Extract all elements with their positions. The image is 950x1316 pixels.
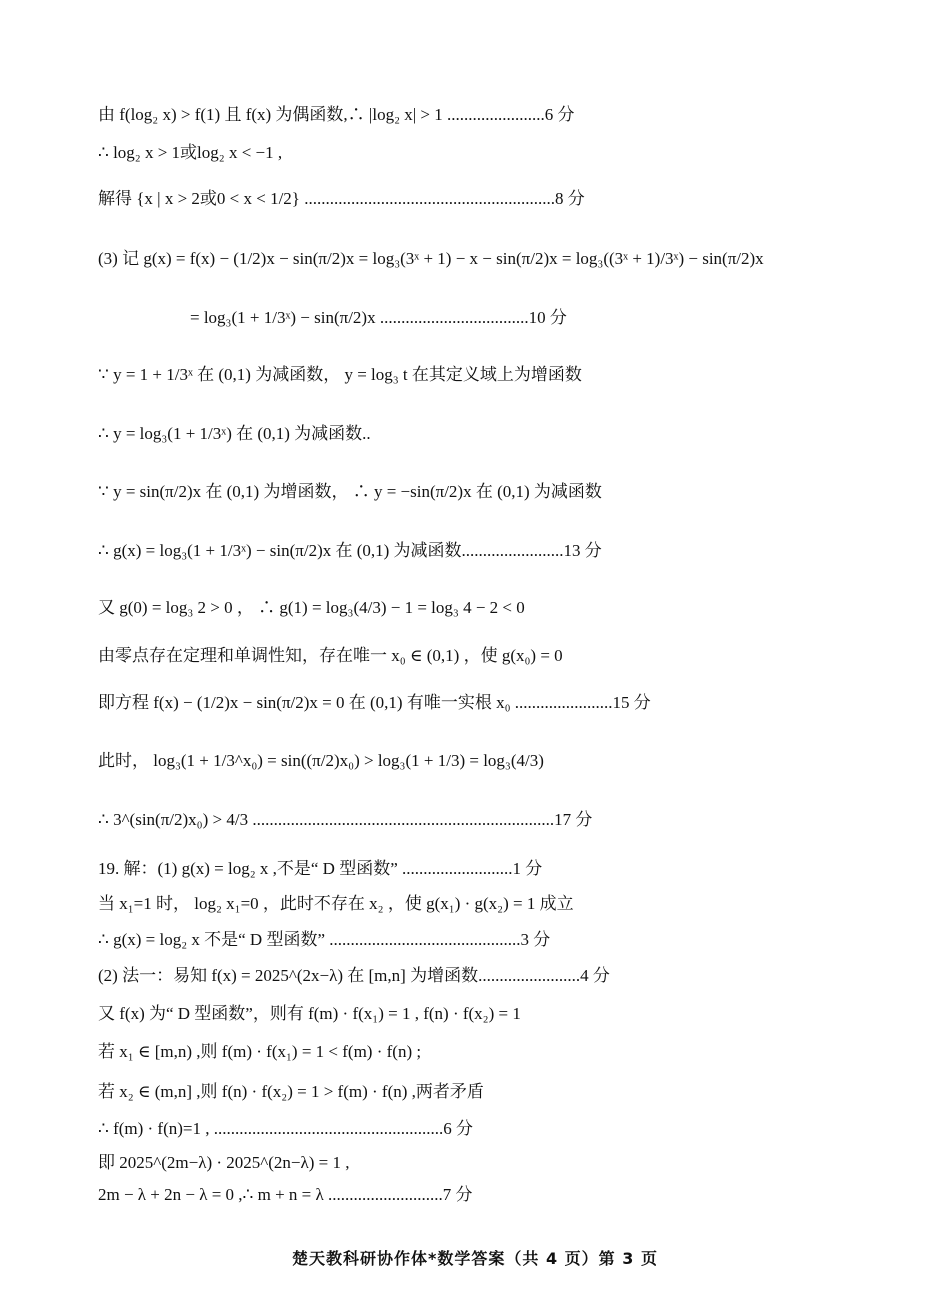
- line-11: 由零点存在定理和单调性知，存在唯一 x₀ ∈ (0,1) ，使 g(x₀) = 0: [98, 646, 563, 665]
- line-18: (2) 法一：易知 f(x) = 2025^(2x−λ) 在 [m,n] 为增函数........................4 分: [98, 966, 610, 985]
- line-3: 解得 {x | x > 2或0 < x < 1/2} ...........................................................8 分: [98, 189, 585, 208]
- line-9: ∴ g(x) = log₃(1 + 1/3ˣ) − sin(π/2)x 在 (0,1) 为减函数........................13 分: [98, 541, 602, 560]
- line-16: 当 x₁=1 时， log₂ x₁=0 ，此时不存在 x₂ ，使 g(x₁) · g(x₂) = 1 成立: [98, 894, 574, 913]
- line-13: 此时， log₃(1 + 1/3^x₀) = sin((π/2)x₀) > log₃(1 + 1/3) = log₃(4/3): [98, 751, 544, 770]
- line-23: 即 2025^(2m−λ) · 2025^(2n−λ) = 1 ,: [98, 1153, 350, 1172]
- line-5: = log₃(1 + 1/3ˣ) − sin(π/2)x ...................................10 分: [190, 308, 567, 327]
- line-20: 若 x₁ ∈ [m,n) ,则 f(m) · f(x₁) = 1 < f(m) · f(n) ;: [98, 1042, 422, 1061]
- line-12: 即方程 f(x) − (1/2)x − sin(π/2)x = 0 在 (0,1) 有唯一实根 x₀ .......................15 分: [98, 693, 651, 712]
- line-19: 又 f(x) 为“ D 型函数”，则有 f(m) · f(x₁) = 1 , f(n) · f(x₂) = 1: [98, 1004, 521, 1023]
- line-10: 又 g(0) = log₃ 2 > 0 ， ∴ g(1) = log₃(4/3) − 1 = log₃ 4 − 2 < 0: [98, 598, 525, 617]
- line-8: ∵ y = sin(π/2)x 在 (0,1) 为增函数， ∴ y = −sin(π/2)x 在 (0,1) 为减函数: [98, 482, 602, 501]
- line-1: 由 f(log₂ x) > f(1) 且 f(x) 为偶函数,∴ |log₂ x| > 1 .......................6 分: [98, 105, 575, 124]
- line-17: ∴ g(x) = log₂ x 不是“ D 型函数” .............................................3 分: [98, 930, 551, 949]
- line-22: ∴ f(m) · f(n)=1 , ......................................................6 分: [98, 1119, 474, 1138]
- line-7: ∴ y = log₃(1 + 1/3ˣ) 在 (0,1) 为减函数..: [98, 424, 371, 443]
- line-21: 若 x₂ ∈ (m,n] ,则 f(n) · f(x₂) = 1 > f(m) · f(n) ,两者矛盾: [98, 1082, 484, 1101]
- line-14: ∴ 3^(sin(π/2)x₀) > 4/3 .......................................................................17 分: [98, 810, 593, 829]
- line-15: 19. 解：(1) g(x) = log₂ x ,不是“ D 型函数” ..........................1 分: [98, 859, 543, 878]
- line-6: ∵ y = 1 + 1/3ˣ 在 (0,1) 为减函数， y = log₃ t 在其定义域上为增函数: [98, 365, 582, 384]
- line-2: ∴ log₂ x > 1或log₂ x < −1 ,: [98, 143, 283, 162]
- line-24: 2m − λ + 2n − λ = 0 ,∴ m + n = λ ...........................7 分: [98, 1185, 473, 1204]
- page-footer: 楚天教科研协作体*数学答案（共 4 页）第 3 页: [292, 1249, 658, 1268]
- line-4: (3) 记 g(x) = f(x) − (1/2)x − sin(π/2)x = log₃(3ˣ + 1) − x − sin(π/2)x = log₃((3ˣ + 1)/3ˣ) − sin(π/2)x: [98, 249, 764, 268]
